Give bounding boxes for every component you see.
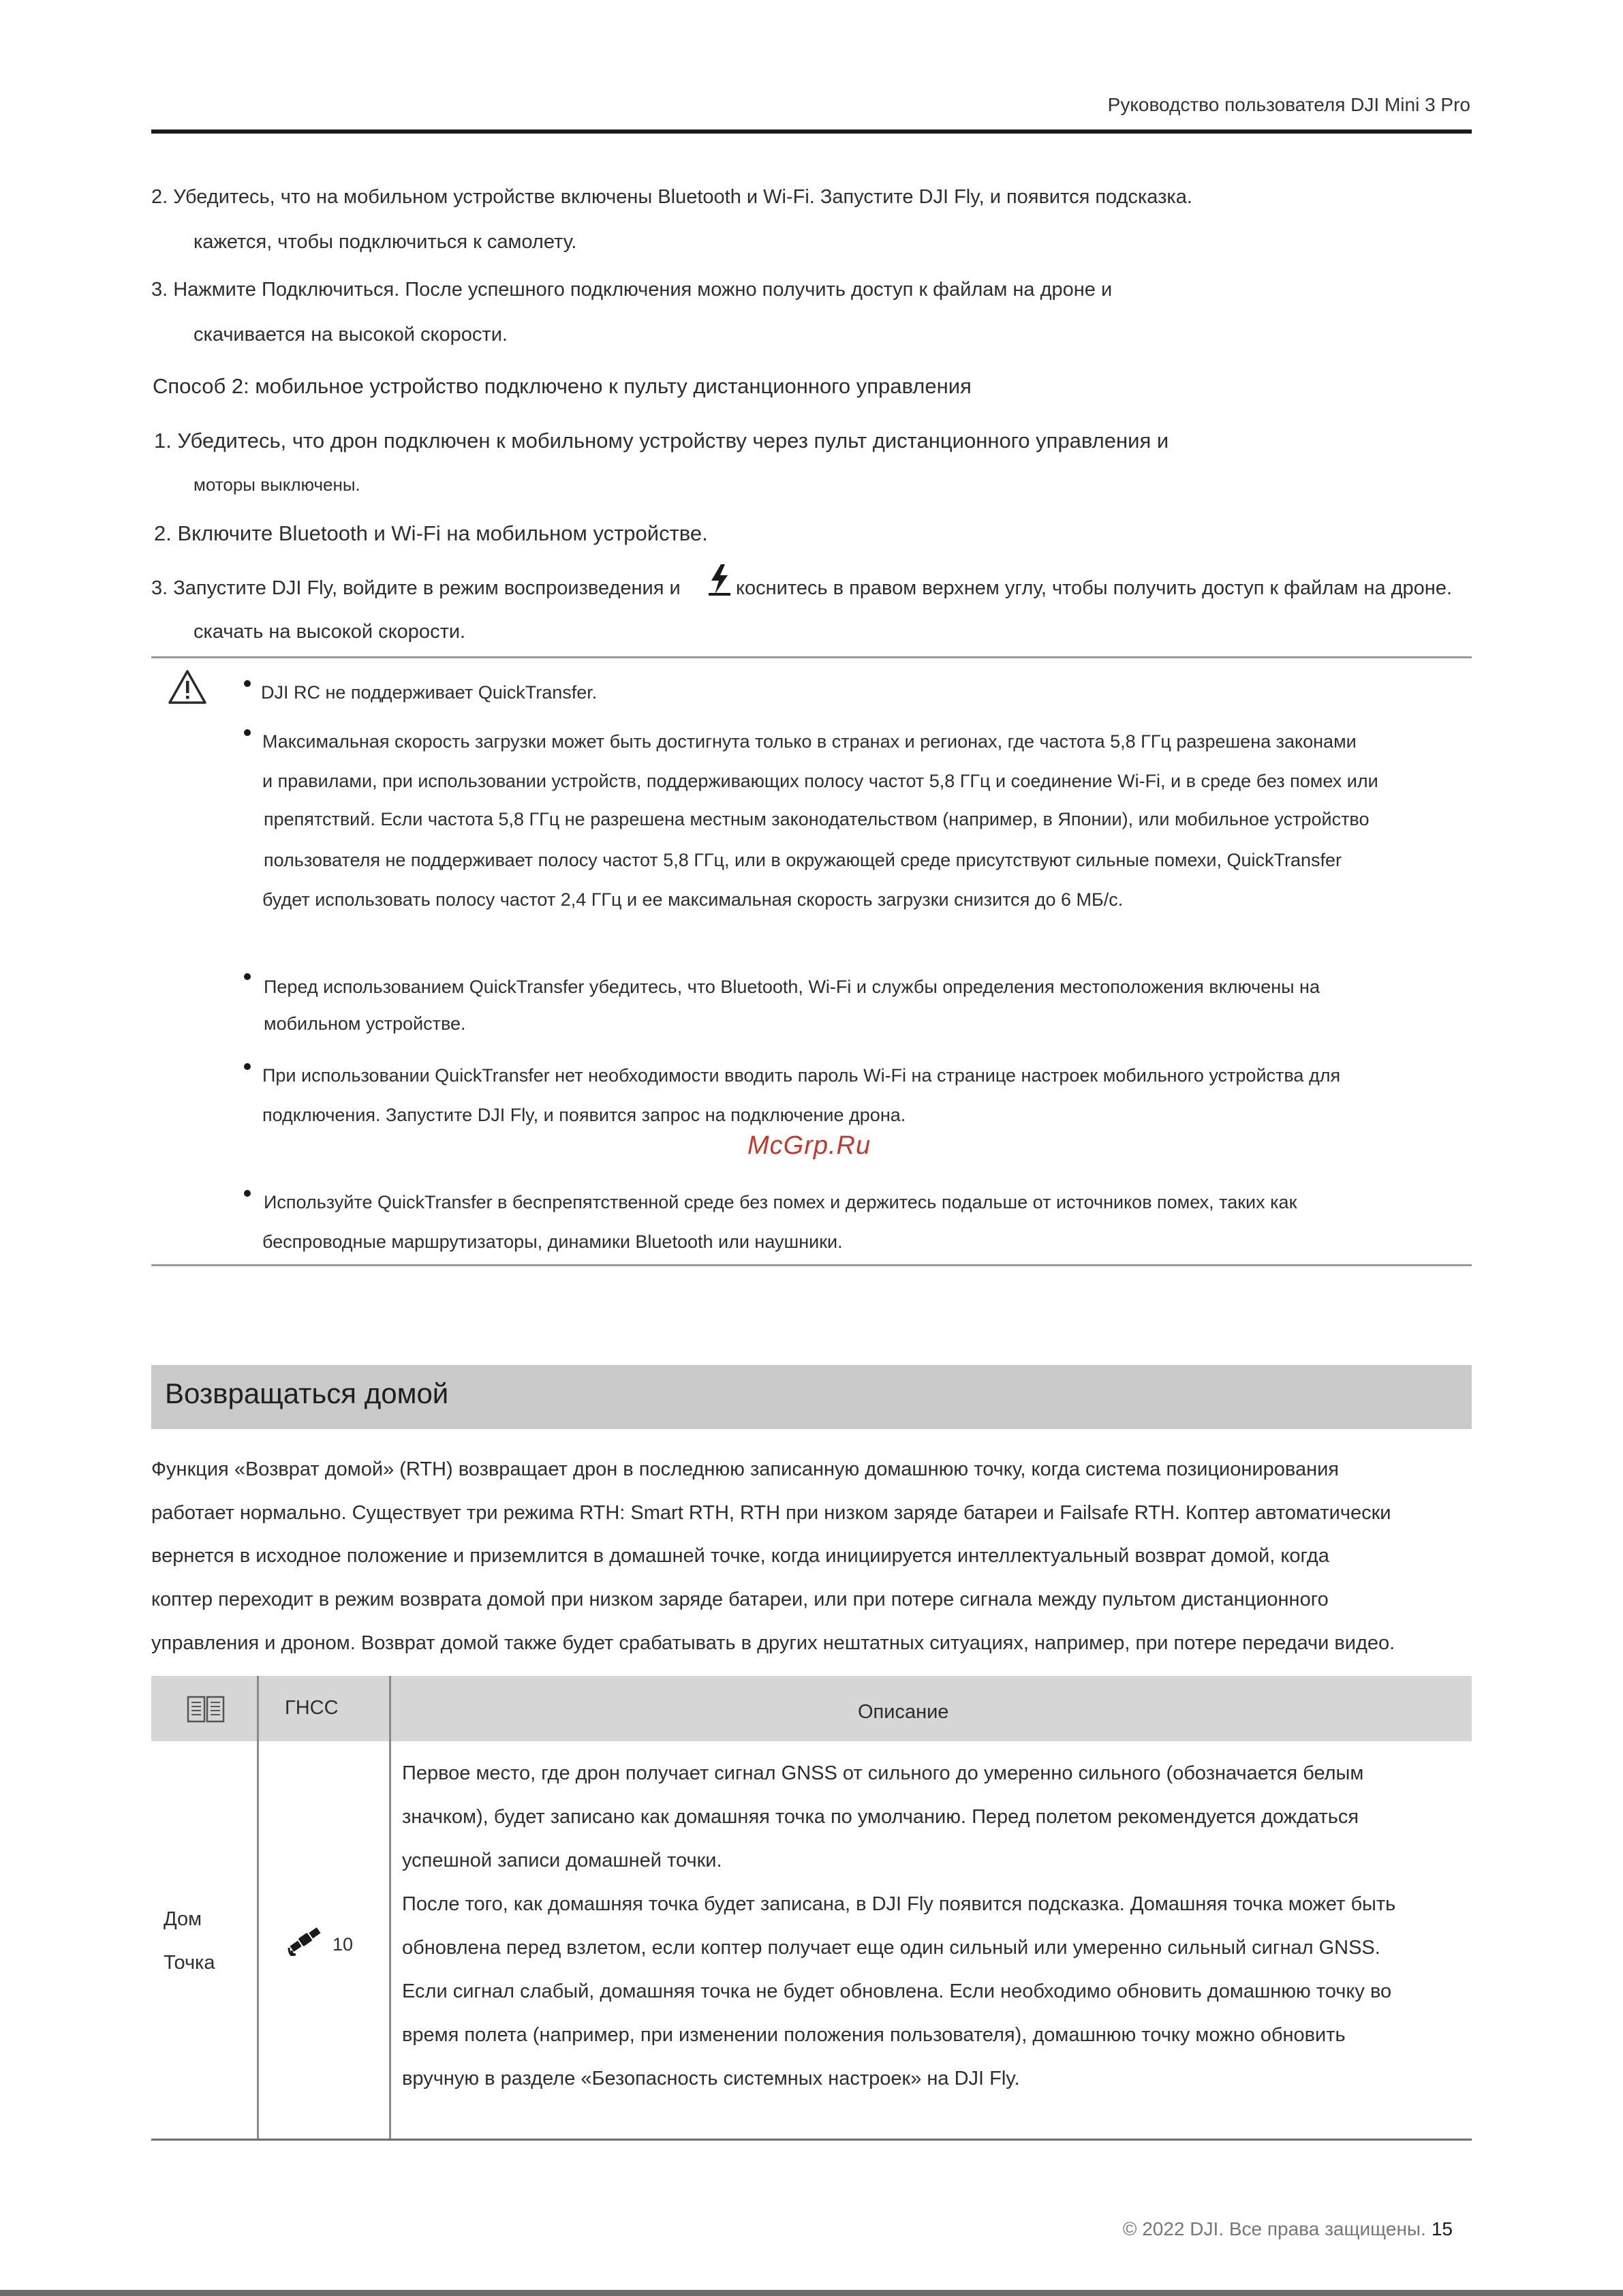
header-rule <box>151 129 1472 134</box>
note-4-line-1: При использовании QuickTransfer нет необходимости вводить пароль Wi-Fi на странице настроек мобильного устройства для <box>262 1065 1341 1086</box>
step-3-line-1: 3. Нажмите Подключиться. После успешного подключения можно получить доступ к файлам на дроне и <box>151 279 1113 301</box>
note-1-line-1: DJI RC не поддерживает QuickTransfer. <box>261 682 598 703</box>
section-heading-bar <box>151 1365 1472 1429</box>
method-2-step-3-part-1: 3. Запустите DJI Fly, войдите в режим воспроизведения и <box>151 577 681 599</box>
note-2-line-4: пользователя не поддерживает полосу частот 5,8 ГГц, или в окружающей среде присутствуют сильные помехи, QuickTransfer <box>264 850 1342 870</box>
intro-line-2: работает нормально. Существует три режима RTH: Smart RTH, RTH при низком заряде батареи и Failsafe RTH. Коптер автоматически <box>151 1502 1391 1524</box>
note-2-line-5: будет использовать полосу частот 2,4 ГГц и ее максимальная скорость загрузки снизится до 6 МБ/с. <box>262 889 1124 910</box>
step-2-line-2: кажется, чтобы подключиться к самолету. <box>194 231 577 253</box>
desc-line-3: успешной записи домашней точки. <box>402 1850 722 1871</box>
watermark: McGrp.Ru <box>747 1131 871 1160</box>
step-2-line-1: 2. Убедитесь, что на мобильном устройстве включены Bluetooth и Wi-Fi. Запустите DJI Fly, и появится подсказка. <box>151 186 1192 208</box>
intro-line-3: вернется в исходное положение и приземлится в домашней точке, когда инициируется интеллектуальный возврат домой, когда <box>151 1545 1329 1567</box>
note-3-line-2: мобильном устройстве. <box>264 1013 466 1034</box>
note-4-line-2: подключения. Запустите DJI Fly, и появится запрос на подключение дрона. <box>262 1105 906 1125</box>
note-2-line-2: и правилами, при использовании устройств, поддерживающих полосу частот 5,8 ГГц и соединение Wi-Fi, и в среде без помех или <box>262 771 1378 791</box>
page-footer <box>1123 2218 1453 2240</box>
note-bullet-2 <box>244 729 251 736</box>
step-3-line-2: скачивается на высокой скорости. <box>194 324 508 346</box>
satellite-icon <box>288 1923 323 1956</box>
row-label-line-2: Точка <box>164 1952 215 1974</box>
note-2-line-3: препятствий. Если частота 5,8 ГГц не разрешена местным законодательством (например, в Японии), или мобильное устройство <box>264 809 1370 829</box>
book-icon <box>185 1693 226 1724</box>
table-header <box>151 1676 1472 1741</box>
note-bullet-3 <box>244 973 251 980</box>
method-2-step-2: 2. Включите Bluetooth и Wi-Fi на мобильном устройстве. <box>154 521 708 545</box>
note-bullet-4 <box>244 1063 251 1070</box>
desc-line-6: Если сигнал слабый, домашняя точка не будет обновлена. Если необходимо обновить домашнюю точку во <box>402 1980 1392 2002</box>
row-label-line-1: Дом <box>164 1908 202 1930</box>
desc-line-2: значком), будет записано как домашняя точка по умолчанию. Перед полетом рекомендуется дождаться <box>402 1806 1359 1828</box>
notes-top-rule <box>151 656 1472 658</box>
note-5-line-1: Используйте QuickTransfer в беспрепятственной среде без помех и держитесь подальше от источников помех, таких как <box>264 1192 1297 1212</box>
page-number: 15 <box>1431 2218 1453 2239</box>
note-2-line-1: Максимальная скорость загрузки может быть достигнута только в странах и регионах, где частота 5,8 ГГц разрешена законами <box>262 731 1357 752</box>
running-header: Руководство пользователя DJI Mini 3 Pro <box>1107 94 1470 115</box>
desc-line-7: время полета (например, при изменении положения пользователя), домашнюю точку можно обновить <box>402 2024 1346 2046</box>
intro-line-1: Функция «Возврат домой» (RTH) возвращает дрон в последнюю записанную домашнюю точку, когда система позиционирования <box>151 1458 1339 1480</box>
intro-line-4: коптер переходит в режим возврата домой при низком заряде батареи, или при потере сигнала между пультом дистанционного <box>151 1589 1329 1610</box>
table-bottom-rule <box>151 2139 1472 2141</box>
table-col-gnss: ГНСС <box>285 1697 339 1719</box>
note-5-line-2: беспроводные маршрутизаторы, динамики Bluetooth или наушники. <box>262 1231 843 1252</box>
quicktransfer-lightning-icon <box>705 563 735 597</box>
bottom-strip <box>0 2290 1623 2296</box>
desc-line-8: вручную в разделе «Безопасность системных настроек» на DJI Fly. <box>402 2068 1020 2090</box>
desc-line-1: Первое место, где дрон получает сигнал GNSS от сильного до умеренно сильного (обозначается белым <box>402 1762 1364 1784</box>
method-2-heading: Способ 2: мобильное устройство подключено к пульту дистанционного управления <box>153 374 972 398</box>
desc-line-5: обновлена перед взлетом, если коптер получает еще один сильный или умеренно сильный сигнал GNSS. <box>402 1937 1380 1959</box>
gnss-value: 10 <box>333 1934 354 1955</box>
method-2-step-1-line-1: 1. Убедитесь, что дрон подключен к мобильному устройству через пульт дистанционного управления и <box>154 429 1169 453</box>
note-3-line-1: Перед использованием QuickTransfer убедитесь, что Bluetooth, Wi-Fi и службы определения местоположения включены на <box>264 977 1320 997</box>
table-divider-2 <box>389 1676 391 2141</box>
note-bullet-1 <box>244 680 251 687</box>
section-title: Возвращаться домой <box>165 1377 449 1409</box>
table-col-description: Описание <box>858 1701 949 1723</box>
desc-line-4: После того, как домашняя точка будет записана, в DJI Fly появится подсказка. Домашняя точка может быть <box>402 1893 1396 1915</box>
note-bullet-5 <box>244 1190 251 1197</box>
method-2-step-1-line-2: моторы выключены. <box>194 474 360 495</box>
intro-line-5: управления и дроном. Возврат домой также будет срабатывать в других нештатных ситуациях, например, при потере передачи видео. <box>151 1632 1395 1654</box>
warning-triangle-icon <box>168 669 207 705</box>
copyright: © 2022 DJI. Все права защищены. <box>1122 2218 1426 2239</box>
method-2-step-3-line-2: скачать на высокой скорости. <box>194 621 466 643</box>
method-2-step-3-part-2: коснитесь в правом верхнем углу, чтобы получить доступ к файлам на дроне. <box>736 577 1453 599</box>
table-divider-1 <box>257 1676 259 2141</box>
notes-bottom-rule <box>151 1264 1472 1266</box>
